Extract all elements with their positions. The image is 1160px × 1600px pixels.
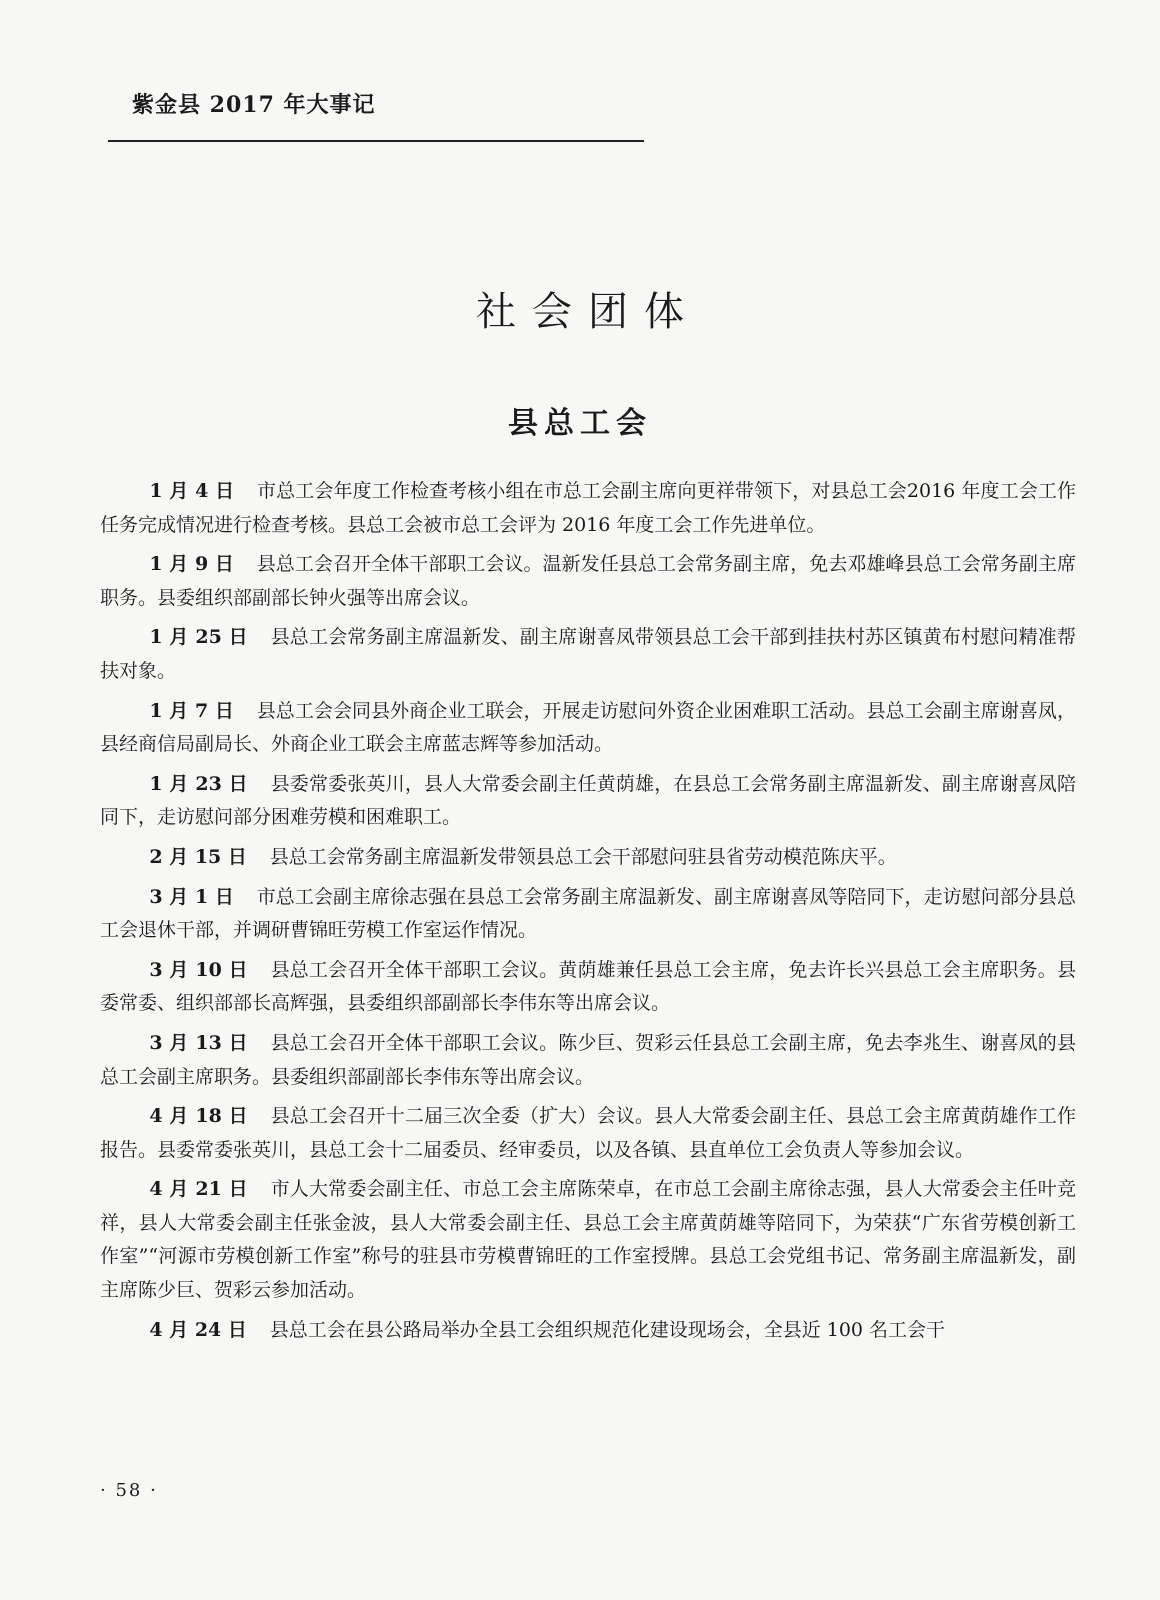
section-title: 社会团体 [476, 289, 700, 335]
page-number: · 58 · [100, 1480, 158, 1501]
entry-date: 1 月 25 日 [149, 626, 248, 649]
entry-text: 市人大常委会副主任、市总工会主席陈荣卓，在市总工会副主席徐志强，县人大常委会主任叶竞祥，县人大常委会副主任张金波，县人大常委会副主任、县总工会主席黄荫雄等陪同下，为荣获“广东省劳模创新工作室”“河源市劳模创新工作室”称号的驻县市劳模曹锦旺的工作室授牌。县总工会党组书记、常务副主席温新发，副主席陈少巨、贺彩云参加活动。 [100, 1178, 1076, 1302]
entry-date: 4 月 24 日 [149, 1318, 247, 1341]
entry-date: 3 月 1 日 [149, 885, 234, 908]
entry-text: 县总工会召开全体干部职工会议。黄荫雄兼任县总工会主席，免去许长兴县总工会主席职务。县委常委、组织部部长高辉强，县委组织部副部长李伟东等出席会议。 [100, 958, 1076, 1015]
entry-date: 2 月 15 日 [149, 845, 247, 868]
running-header: 紫金县 2017 年大事记 [132, 92, 376, 118]
chronicle-entry [100, 1314, 1076, 1348]
chronicle-entry [100, 548, 1076, 615]
chronicle-entry [100, 1100, 1076, 1167]
entry-text: 县总工会召开十二届三次全委（扩大）会议。县人大常委会副主任、县总工会主席黄荫雄作工作报告。县委常委张英川，县总工会十二届委员、经审委员，以及各镇、县直单位工会负责人等参加会议。 [100, 1105, 1076, 1161]
subsection-title: 县总工会 [508, 406, 652, 441]
entry-date: 1 月 4 日 [149, 480, 235, 502]
entry-text: 市总工会副主席徐志强在县总工会常务副主席温新发、副主席谢喜凤等陪同下，走访慰问部分县总工会退休干部，并调研曹锦旺劳模工作室运作情况。 [100, 885, 1076, 942]
header-rule [108, 140, 644, 142]
chronicle-entry [100, 475, 1076, 542]
entry-date: 4 月 18 日 [149, 1105, 248, 1128]
entry-date: 1 月 7 日 [149, 699, 234, 722]
entry-text: 县总工会常务副主席温新发带领县总工会干部慰问驻县省劳动模范陈庆平。 [269, 845, 897, 868]
chronicle-entry [100, 768, 1076, 835]
entry-date: 1 月 23 日 [149, 772, 248, 795]
entry-date: 4 月 21 日 [149, 1178, 248, 1201]
entry-date: 1 月 9 日 [149, 553, 234, 576]
entry-text: 县总工会常务副主席温新发、副主席谢喜凤带领县总工会干部到挂扶村苏区镇黄布村慰问精准帮扶对象。 [100, 626, 1076, 682]
entry-text: 市总工会年度工作检查考核小组在市总工会副主席向更祥带领下，对县总工会2016 年度工会工作任务完成情况进行检查考核。县总工会被市总工会评为 2016 年度工会工作先进单位。 [100, 480, 1076, 536]
entry-text: 县委常委张英川，县人大常委会副主任黄荫雄，在县总工会常务副主席温新发、副主席谢喜凤陪同下，走访慰问部分困难劳模和困难职工。 [100, 772, 1076, 829]
entry-text: 县总工会召开全体干部职工会议。温新发任县总工会常务副主席，免去邓雄峰县总工会常务副主席职务。县委组织部副部长钟火强等出席会议。 [100, 553, 1076, 609]
chronicle-entry [100, 1173, 1076, 1307]
chronicle-entry [100, 621, 1076, 688]
chronicle-entry [100, 1027, 1076, 1094]
entry-text: 县总工会在县公路局举办全县工会组织规范化建设现场会，全县近 100 名工会干 [269, 1318, 946, 1341]
chronicle-entry [100, 841, 1076, 875]
chronicle-entry [100, 695, 1076, 762]
chronicle-entry [100, 954, 1076, 1021]
chronicle-entry [100, 881, 1076, 948]
entry-text: 县总工会会同县外商企业工联会，开展走访慰问外资企业困难职工活动。县总工会副主席谢喜凤，县经商信局副局长、外商企业工联会主席蓝志辉等参加活动。 [100, 699, 1076, 756]
chronicle-entries [100, 475, 1076, 1353]
entry-text: 县总工会召开全体干部职工会议。陈少巨、贺彩云任县总工会副主席，免去李兆生、谢喜凤的县总工会副主席职务。县委组织部副部长李伟东等出席会议。 [100, 1031, 1076, 1088]
entry-date: 3 月 13 日 [149, 1031, 248, 1054]
entry-date: 3 月 10 日 [149, 958, 248, 981]
